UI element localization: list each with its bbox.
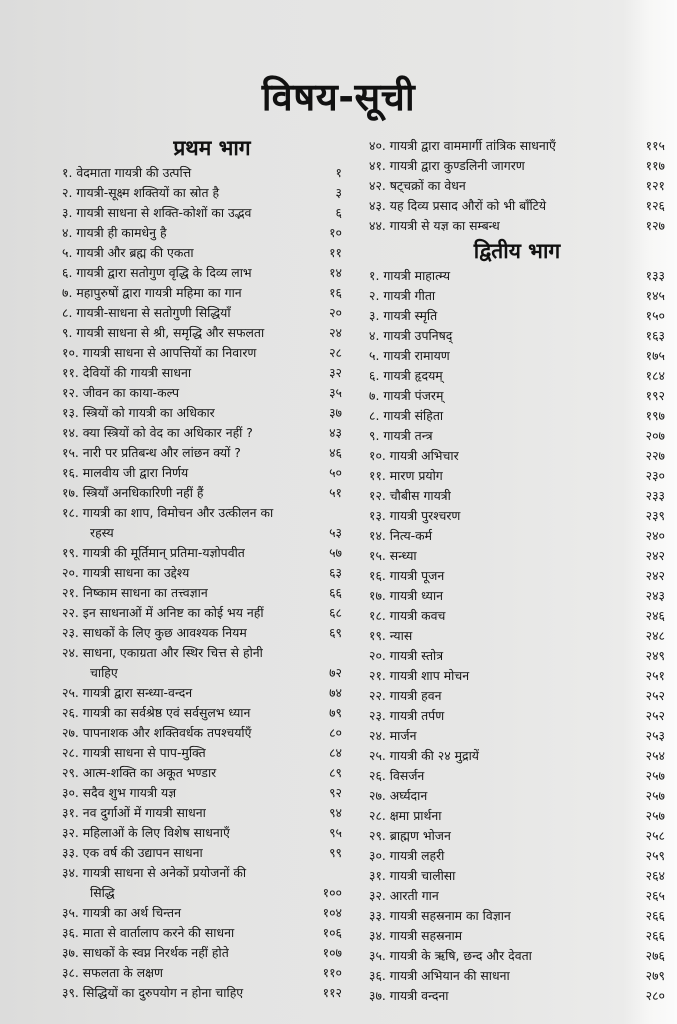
toc-entry-page-number: १५० <box>645 308 665 323</box>
toc-entry-page-number: २५९ <box>645 848 665 863</box>
toc-entry-page-number: २५२ <box>645 708 665 723</box>
toc-entry[interactable] <box>62 183 342 203</box>
toc-entry-title: ३२. महिलाओं के लिए विशेष साधनाएँ <box>62 825 230 840</box>
toc-entry-page-number: ८९ <box>329 765 342 780</box>
toc-entry[interactable] <box>369 906 665 926</box>
toc-entry[interactable] <box>62 403 342 423</box>
toc-entry[interactable] <box>62 363 342 383</box>
toc-entry-title-continued: चाहिए <box>90 665 118 680</box>
toc-entry[interactable] <box>62 643 342 683</box>
toc-entry[interactable] <box>369 966 665 986</box>
toc-entry-page-number: २४८ <box>645 628 665 643</box>
toc-entry[interactable] <box>62 583 342 603</box>
toc-entry[interactable] <box>369 446 665 466</box>
toc-entry[interactable] <box>369 846 665 866</box>
toc-entry[interactable] <box>369 486 665 506</box>
toc-entry-title: २. गायत्री गीता <box>369 288 436 303</box>
toc-entry-page-number: १० <box>329 225 342 240</box>
toc-entry[interactable] <box>62 443 342 463</box>
toc-entry-page-number: ११७ <box>645 158 665 173</box>
toc-entry[interactable] <box>369 526 665 546</box>
toc-entry-title: २०. गायत्री साधना का उद्देश्य <box>62 565 190 580</box>
toc-entry-title: ३३. गायत्री सहस्रनाम का विज्ञान <box>369 908 511 923</box>
toc-left-column <box>62 133 342 1003</box>
toc-entry-page-number: २६६ <box>645 908 665 923</box>
toc-entry-title: ३७. गायत्री वन्दना <box>369 988 449 1003</box>
toc-entry-title: २८. क्षमा प्रार्थना <box>369 808 442 823</box>
toc-entry[interactable] <box>369 346 665 366</box>
toc-entry-page-number: ६३ <box>329 565 342 580</box>
toc-entry[interactable] <box>369 426 665 446</box>
toc-entry-title: १०. गायत्री अभिचार <box>369 448 459 463</box>
part2-heading: द्वितीय भाग <box>473 239 561 263</box>
toc-entry-title: २३. गायत्री तर्पण <box>369 708 445 723</box>
toc-entry-page-number: २४ <box>329 325 342 340</box>
toc-entry[interactable] <box>369 806 665 826</box>
toc-entry-page-number: १६३ <box>645 328 665 343</box>
toc-entry-page-number: ९४ <box>329 805 342 820</box>
toc-entry-page-number: २८ <box>329 345 342 360</box>
toc-entry-page-number: २५१ <box>645 668 665 683</box>
toc-entry[interactable] <box>369 176 665 196</box>
toc-entry-page-number: २६६ <box>645 928 665 943</box>
toc-entry-title: १५. सन्ध्या <box>369 548 417 563</box>
toc-entry-title: २७. पापनाशक और शक्तिवर्धक तपश्चर्याएँ <box>62 725 252 740</box>
toc-entry-page-number: ११२ <box>322 985 342 1000</box>
toc-entry[interactable] <box>62 323 342 343</box>
toc-entry-page-number: २८० <box>645 988 665 1003</box>
toc-entry-title: २१. गायत्री शाप मोचन <box>369 668 470 683</box>
toc-entry[interactable] <box>62 423 342 443</box>
toc-right-column <box>369 136 665 1006</box>
toc-entry[interactable] <box>369 586 665 606</box>
toc-entry-title: १६. गायत्री पूजन <box>369 568 445 583</box>
toc-entry-title: ६. गायत्री द्वारा सतोगुण वृद्धि के दिव्य लाभ <box>62 265 252 280</box>
toc-entry-title: १२. चौबीस गायत्री <box>369 488 451 503</box>
toc-entry-page-number: ७२ <box>329 665 342 680</box>
toc-entry-page-number: २५८ <box>645 828 665 843</box>
toc-entry-page-number: २५७ <box>645 788 665 803</box>
toc-entry-title: २४. साधना, एकाग्रता और स्थिर चित्त से होनी <box>62 645 263 660</box>
toc-entry[interactable] <box>62 203 342 223</box>
toc-entry-page-number: ६८ <box>329 605 342 620</box>
toc-entry[interactable] <box>369 546 665 566</box>
toc-entry[interactable] <box>62 623 342 643</box>
toc-entry-page-number: ७९ <box>329 705 342 720</box>
toc-entry-page-number: ३ <box>335 185 342 200</box>
toc-entry-title: १७. स्त्रियाँ अनधिकारिणी नहीं हैं <box>62 485 204 500</box>
toc-entry[interactable] <box>369 726 665 746</box>
toc-entry-title: ३६. माता से वार्तालाप करने की साधना <box>62 925 235 940</box>
toc-entry-title: ३९. सिद्धियों का दुरुपयोग न होना चाहिए <box>62 985 244 1000</box>
toc-entry[interactable] <box>369 826 665 846</box>
toc-entry-title: २०. गायत्री स्तोत्र <box>369 648 444 663</box>
toc-entry-page-number: ५३ <box>329 525 342 540</box>
part2-entry-list <box>369 266 665 1006</box>
toc-entry-title: ४. गायत्री उपनिषद् <box>369 328 453 343</box>
toc-entry-page-number: ९५ <box>329 825 342 840</box>
toc-entry-page-number: १८४ <box>645 368 665 383</box>
toc-entry-title: ७. गायत्री पंजरम् <box>369 388 444 403</box>
toc-entry-page-number: ५७ <box>329 545 342 560</box>
toc-entry-title: ६. गायत्री हृदयम् <box>369 368 443 383</box>
toc-entry-page-number: २२७ <box>645 448 665 463</box>
toc-entry-title: १४. क्या स्त्रियों को वेद का अधिकार नहीं ? <box>62 425 253 440</box>
toc-entry-page-number: २३९ <box>645 508 665 523</box>
toc-entry-title: २७. अर्घ्यदान <box>369 788 428 803</box>
toc-entry-page-number: ९९ <box>329 845 342 860</box>
toc-entry[interactable] <box>62 483 342 503</box>
toc-entry[interactable] <box>62 743 342 763</box>
toc-entry[interactable] <box>62 843 342 863</box>
toc-entry[interactable] <box>369 886 665 906</box>
toc-entry-title: १३. गायत्री पुरश्चरण <box>369 508 461 523</box>
toc-entry-page-number: ४६ <box>329 445 342 460</box>
toc-entry-page-number: ५१ <box>329 485 342 500</box>
toc-entry-page-number: २४२ <box>645 548 665 563</box>
toc-entry-title: ५. गायत्री रामायण <box>369 348 450 363</box>
toc-entry-title: ४२. षट्चक्रों का वेधन <box>369 178 466 193</box>
toc-entry-page-number: १२७ <box>645 218 665 233</box>
part1-heading: प्रथम भाग <box>173 136 251 160</box>
toc-entry[interactable] <box>369 466 665 486</box>
toc-entry-title: ३१. नव दुर्गाओं में गायत्री साधना <box>62 805 206 820</box>
toc-entry[interactable] <box>62 343 342 363</box>
toc-entry-title: २५. गायत्री की २४ मुद्रायें <box>369 748 479 763</box>
toc-entry[interactable] <box>369 606 665 626</box>
toc-entry-page-number: ११० <box>322 965 342 980</box>
toc-entry-title: २६. विसर्जन <box>369 768 425 783</box>
toc-entry-title: २८. गायत्री साधना से पाप-मुक्ति <box>62 745 206 760</box>
toc-entry-page-number: १३३ <box>645 268 665 283</box>
toc-entry-page-number: २६५ <box>645 888 665 903</box>
toc-entry-page-number: १ <box>335 165 342 180</box>
toc-entry-title: ३४. गायत्री साधना से अनेकों प्रयोजनों की <box>62 865 247 880</box>
toc-entry-page-number: २३३ <box>645 488 665 503</box>
toc-entry-page-number: १०० <box>322 885 342 900</box>
toc-entry[interactable] <box>62 383 342 403</box>
toc-entry-page-number: १४५ <box>645 288 665 303</box>
toc-entry[interactable] <box>62 763 342 783</box>
toc-entry-title: १३. स्त्रियों को गायत्री का अधिकार <box>62 405 215 420</box>
toc-entry-page-number: १९२ <box>645 388 665 403</box>
toc-entry-title: २९. आत्म-शक्ति का अकूत भण्डार <box>62 765 217 780</box>
toc-entry[interactable] <box>369 306 665 326</box>
toc-entry-page-number: १२१ <box>645 178 665 193</box>
toc-entry-title: ५. गायत्री और ब्रह्म की एकता <box>62 245 194 260</box>
toc-entry-page-number: १०७ <box>322 945 342 960</box>
toc-entry-page-number: २४३ <box>645 588 665 603</box>
toc-entry-title: ४३. यह दिव्य प्रसाद औरों को भी बाँटिये <box>369 198 547 213</box>
toc-entry-title: २९. ब्राह्मण भोजन <box>369 828 451 843</box>
toc-entry-page-number: १७५ <box>645 348 665 363</box>
toc-entry[interactable] <box>369 136 665 156</box>
toc-entry[interactable] <box>369 266 665 286</box>
toc-entry-title: १. वेदमाता गायत्री की उत्पत्ति <box>62 165 192 180</box>
toc-entry-page-number: २४९ <box>645 648 665 663</box>
toc-entry[interactable] <box>369 626 665 646</box>
toc-entry-title: ३४. गायत्री सहस्रनाम <box>369 928 463 943</box>
toc-entry[interactable] <box>62 823 342 843</box>
toc-entry[interactable] <box>62 243 342 263</box>
toc-entry-title-continued: रहस्य <box>90 525 114 540</box>
toc-entry-title: ४४. गायत्री से यज्ञ का सम्बन्ध <box>369 218 500 233</box>
toc-entry[interactable] <box>369 686 665 706</box>
page-title: विषय-सूची <box>261 75 416 119</box>
toc-entry-page-number: २०७ <box>645 428 665 443</box>
toc-entry-page-number: ३५ <box>329 385 342 400</box>
toc-entry-title: २५. गायत्री द्वारा सन्ध्या-वन्दन <box>62 685 193 700</box>
toc-entry-title: ११. देवियों की गायत्री साधना <box>62 365 192 380</box>
toc-entry-page-number: ६ <box>335 205 342 220</box>
toc-entry[interactable] <box>369 866 665 886</box>
toc-entry-title: ८. गायत्री संहिता <box>369 408 444 423</box>
toc-entry-page-number: २४० <box>645 528 665 543</box>
toc-entry-title: १८. गायत्री का शाप, विमोचन और उत्कीलन का <box>62 505 274 520</box>
toc-entry[interactable] <box>62 723 342 743</box>
toc-entry-page-number: २७६ <box>645 948 665 963</box>
toc-entry-title: ९. गायत्री तन्त्र <box>369 428 433 443</box>
toc-entry-page-number: ११ <box>329 245 342 260</box>
toc-entry-title: ३. गायत्री साधना से शक्ति-कोशों का उद्भव <box>62 205 252 220</box>
toc-entry[interactable] <box>369 786 665 806</box>
toc-entry-title: ३. गायत्री स्मृति <box>369 308 438 323</box>
toc-entry[interactable] <box>369 566 665 586</box>
toc-entry-page-number: १४ <box>329 265 342 280</box>
toc-entry-title: ७. महापुरुषों द्वारा गायत्री महिमा का गान <box>62 285 242 300</box>
toc-entry[interactable] <box>62 803 342 823</box>
toc-entry-title: १५. नारी पर प्रतिबन्ध और लांछन क्यों ? <box>62 445 241 460</box>
toc-entry-title: ९. गायत्री साधना से श्री, समृद्धि और सफलता <box>62 325 265 340</box>
toc-entry-page-number: ४३ <box>329 425 342 440</box>
toc-entry-page-number: १०४ <box>322 905 342 920</box>
toc-entry-title: १. गायत्री माहात्म्य <box>369 268 451 283</box>
toc-entry-title: ११. मारण प्रयोग <box>369 468 443 483</box>
toc-entry-page-number: ८० <box>329 725 342 740</box>
toc-entry[interactable] <box>62 923 342 943</box>
part1-entry-list <box>62 163 342 1003</box>
toc-entry[interactable] <box>62 163 342 183</box>
toc-entry[interactable] <box>62 983 342 1003</box>
toc-entry[interactable] <box>62 543 342 563</box>
toc-entry-page-number: १६ <box>329 285 342 300</box>
toc-entry-page-number: २५४ <box>645 748 665 763</box>
toc-entry-page-number: २० <box>329 305 342 320</box>
toc-entry[interactable] <box>62 563 342 583</box>
toc-entry-page-number: २५७ <box>645 808 665 823</box>
toc-entry[interactable] <box>62 503 342 543</box>
toc-entry[interactable] <box>62 963 342 983</box>
toc-entry[interactable] <box>369 196 665 216</box>
toc-entry[interactable] <box>62 863 342 903</box>
toc-entry[interactable] <box>369 746 665 766</box>
toc-entry[interactable] <box>369 986 665 1006</box>
toc-entry[interactable] <box>369 666 665 686</box>
toc-entry[interactable] <box>369 156 665 176</box>
part1-continued-list <box>369 136 665 236</box>
toc-entry-title: ३५. गायत्री का अर्थ चिन्तन <box>62 905 181 920</box>
toc-entry[interactable] <box>369 286 665 306</box>
toc-entry[interactable] <box>62 783 342 803</box>
toc-entry-title: ४१. गायत्री द्वारा कुण्डलिनी जागरण <box>369 158 525 173</box>
toc-entry-title: २४. मार्जन <box>369 728 417 743</box>
toc-entry-page-number: ६६ <box>329 585 342 600</box>
toc-entry-title: ३७. साधकों के स्वप्न निरर्थक नहीं होते <box>62 945 229 960</box>
toc-entry[interactable] <box>62 283 342 303</box>
toc-entry-title: ३०. गायत्री लहरी <box>369 848 445 863</box>
toc-entry[interactable] <box>369 366 665 386</box>
toc-entry-title: ३०. सदैव शुभ गायत्री यज्ञ <box>62 785 177 800</box>
toc-entry-title: २२. इन साधनाओं में अनिष्ट का कोई भय नहीं <box>62 605 264 620</box>
toc-entry[interactable] <box>369 386 665 406</box>
toc-entry-page-number: २७९ <box>645 968 665 983</box>
toc-entry-title: २१. निष्काम साधना का तत्त्वज्ञान <box>62 585 208 600</box>
toc-entry[interactable] <box>369 506 665 526</box>
toc-entry[interactable] <box>62 263 342 283</box>
toc-entry-title: १७. गायत्री ध्यान <box>369 588 444 603</box>
toc-entry-title: ३३. एक वर्ष की उद्यापन साधना <box>62 845 203 860</box>
toc-entry-page-number: १९७ <box>645 408 665 423</box>
toc-entry-title: ३८. सफलता के लक्षण <box>62 965 164 980</box>
toc-entry-page-number: ६९ <box>329 625 342 640</box>
toc-entry[interactable] <box>369 216 665 236</box>
toc-entry[interactable] <box>62 703 342 723</box>
toc-entry-title: ४०. गायत्री द्वारा वाममार्गी तांत्रिक साधनाएँ <box>369 138 556 153</box>
toc-entry[interactable] <box>62 223 342 243</box>
toc-entry[interactable] <box>62 463 342 483</box>
toc-entry[interactable] <box>62 903 342 923</box>
toc-entry[interactable] <box>62 303 342 323</box>
toc-entry-title: ३१. गायत्री चालीसा <box>369 868 456 883</box>
toc-entry-title: ८. गायत्री-साधना से सतोगुणी सिद्धियाँ <box>62 305 231 320</box>
toc-entry-page-number: २४२ <box>645 568 665 583</box>
toc-entry[interactable] <box>369 706 665 726</box>
toc-entry-title-continued: सिद्धि <box>90 885 115 900</box>
toc-entry-page-number: ११५ <box>645 138 665 153</box>
toc-entry-title: १६. मालवीय जी द्वारा निर्णय <box>62 465 189 480</box>
toc-entry-title: २६. गायत्री का सर्वश्रेष्ठ एवं सर्वसुलभ ध्यान <box>62 705 251 720</box>
toc-entry-title: २३. साधकों के लिए कुछ आवश्यक नियम <box>62 625 247 640</box>
toc-entry-page-number: २५७ <box>645 768 665 783</box>
toc-entry-page-number: १०६ <box>322 925 342 940</box>
toc-entry-title: २२. गायत्री हवन <box>369 688 442 703</box>
toc-entry-title: २. गायत्री-सूक्ष्म शक्तियों का स्रोत है <box>62 185 220 200</box>
toc-entry-title: ४. गायत्री ही कामधेनु है <box>62 225 167 240</box>
toc-entry-page-number: ३७ <box>329 405 342 420</box>
toc-entry[interactable] <box>369 926 665 946</box>
toc-entry-title: १२. जीवन का काया-कल्प <box>62 385 179 400</box>
toc-entry-page-number: ५० <box>329 465 342 480</box>
toc-entry-page-number: २५३ <box>645 728 665 743</box>
toc-entry-page-number: ८४ <box>329 745 342 760</box>
toc-entry[interactable] <box>369 646 665 666</box>
toc-entry-title: १०. गायत्री साधना से आपत्तियों का निवारण <box>62 345 257 360</box>
toc-entry-page-number: २४६ <box>645 608 665 623</box>
toc-entry-title: १९. न्यास <box>369 628 413 643</box>
toc-entry-page-number: ७४ <box>329 685 342 700</box>
toc-entry-title: १४. नित्य-कर्म <box>369 528 433 543</box>
toc-entry[interactable] <box>369 326 665 346</box>
toc-entry-page-number: १२६ <box>645 198 665 213</box>
toc-entry[interactable] <box>62 603 342 623</box>
toc-entry-page-number: २३० <box>645 468 665 483</box>
toc-entry[interactable] <box>62 683 342 703</box>
toc-entry-title: १८. गायत्री कवच <box>369 608 446 623</box>
toc-entry[interactable] <box>62 943 342 963</box>
toc-entry-title: ३२. आरती गान <box>369 888 439 903</box>
toc-entry-page-number: २६४ <box>645 868 665 883</box>
toc-entry-page-number: २५२ <box>645 688 665 703</box>
toc-entry-title: ३६. गायत्री अभियान की साधना <box>369 968 510 983</box>
toc-entry[interactable] <box>369 946 665 966</box>
toc-entry-title: ३५. गायत्री के ऋषि, छन्द और देवता <box>369 948 532 963</box>
toc-entry[interactable] <box>369 766 665 786</box>
toc-entry-page-number: ९२ <box>329 785 342 800</box>
toc-entry[interactable] <box>369 406 665 426</box>
toc-entry-title: १९. गायत्री की मूर्तिमान् प्रतिमा-यज्ञोपवीत <box>62 545 245 560</box>
toc-entry-page-number: ३२ <box>329 365 342 380</box>
